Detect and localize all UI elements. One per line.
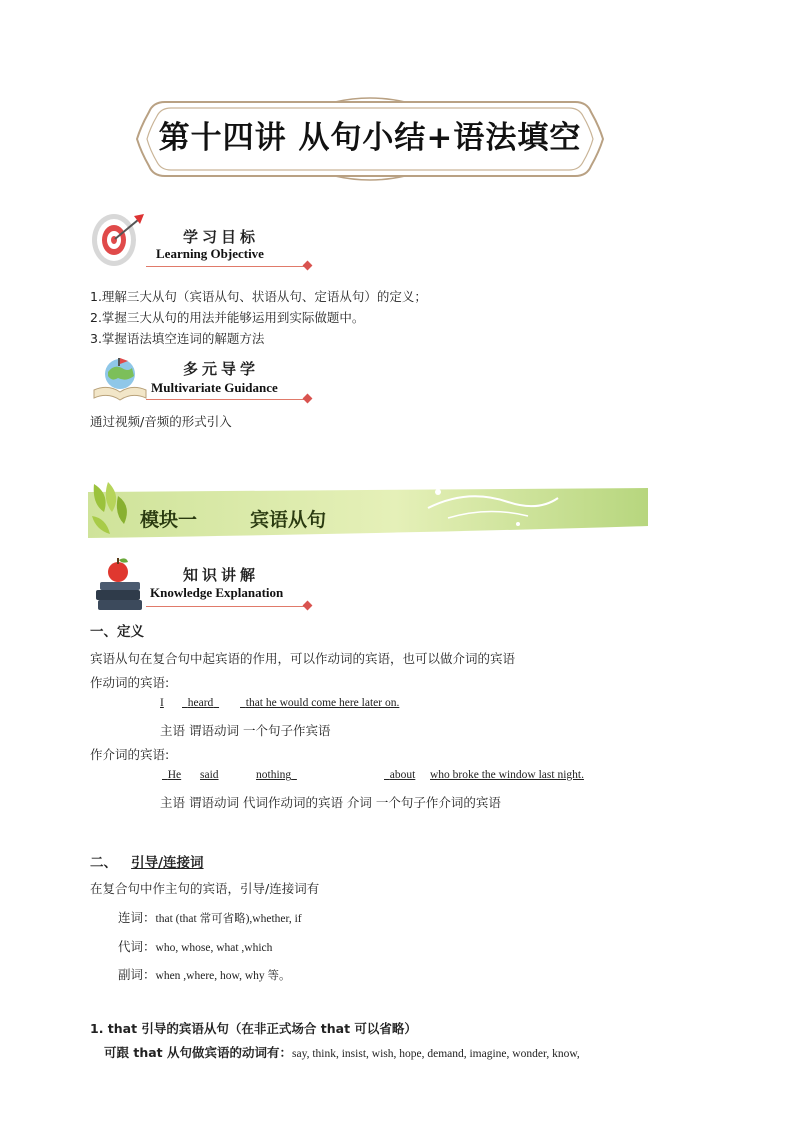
target-icon (88, 206, 148, 270)
module-name: 宾语从句 (250, 509, 327, 531)
globe-book-icon (90, 354, 150, 402)
knowledge-en: Knowledge Explanation (150, 585, 284, 600)
example-2-prep: about (389, 769, 416, 781)
example-2-object: nothing (256, 769, 292, 781)
learning-objective-header (88, 206, 328, 276)
guidance-header (88, 348, 328, 418)
knowledge-header (88, 552, 328, 622)
diamond-icon (303, 601, 313, 611)
that-clause-heading: 1. that 引导的宾语从句（在非正式场合 that 可以省略） (90, 1021, 417, 1036)
objective-item-1: 1.理解三大从句（宾语从句、状语从句、定语从句）的定义； (90, 289, 427, 304)
header-underline (146, 606, 306, 607)
example-2-clause: who broke the window last night. (430, 769, 584, 781)
example-1-verb: heard (187, 697, 214, 709)
example-1-subject: I (160, 697, 164, 709)
adverb-row: 副词：when ,where, how, why 等。 (118, 967, 291, 982)
example-1-clause: that he would come here later on. (245, 697, 400, 709)
that-clause-verbs: 可跟 that 从句做宾语的动词有：say, think, insist, wish, hope, demand, imagine, wonder, know, (104, 1045, 580, 1060)
page-title: 第十四讲 从句小结+语法填空 (158, 120, 582, 156)
guidance-text: 通过视频/音频的形式引入 (90, 414, 232, 429)
definition-text: 宾语从句在复合句中起宾语的作用，可以作动词的宾语，也可以做介词的宾语 (90, 651, 516, 666)
guidance-en: Multivariate Guidance (151, 380, 278, 395)
conjunction-row: 连词：that (that 常可省略),whether, if (118, 910, 302, 925)
apple-books-icon (94, 554, 146, 612)
diamond-icon (303, 394, 313, 404)
prep-object-label: 作介词的宾语: (90, 747, 170, 762)
pronoun-row: 代词：who, whose, what ,which (118, 939, 273, 954)
diamond-icon (303, 261, 313, 271)
example-1-roles: 主语 谓语动词 一个句子作宾语 (160, 723, 331, 738)
connectors-heading: 二、 引导/连接词 (90, 855, 204, 871)
guidance-cn: 多元导学 (183, 360, 260, 378)
header-underline (146, 399, 306, 400)
example-2-roles: 主语 谓语动词 代词作动词的宾语 介词 一个句子作介词的宾语 (160, 795, 501, 810)
objective-item-3: 3.掌握语法填空连词的解题方法 (90, 331, 265, 346)
knowledge-cn: 知识讲解 (183, 566, 260, 584)
objective-item-2: 2.掌握三大从句的用法并能够运用到实际做题中。 (90, 310, 365, 325)
learning-objective-en: Learning Objective (156, 246, 264, 261)
module-label: 模块一 (140, 509, 198, 531)
definition-heading: 一、定义 (90, 624, 144, 640)
verb-object-label: 作动词的宾语: (90, 675, 170, 690)
example-2-subject: He (167, 769, 182, 781)
example-2-verb: said (200, 769, 219, 781)
learning-objective-cn: 学习目标 (183, 228, 260, 246)
connectors-intro: 在复合句中作主句的宾语，引导/连接词有 (90, 881, 320, 896)
header-underline (146, 266, 306, 267)
